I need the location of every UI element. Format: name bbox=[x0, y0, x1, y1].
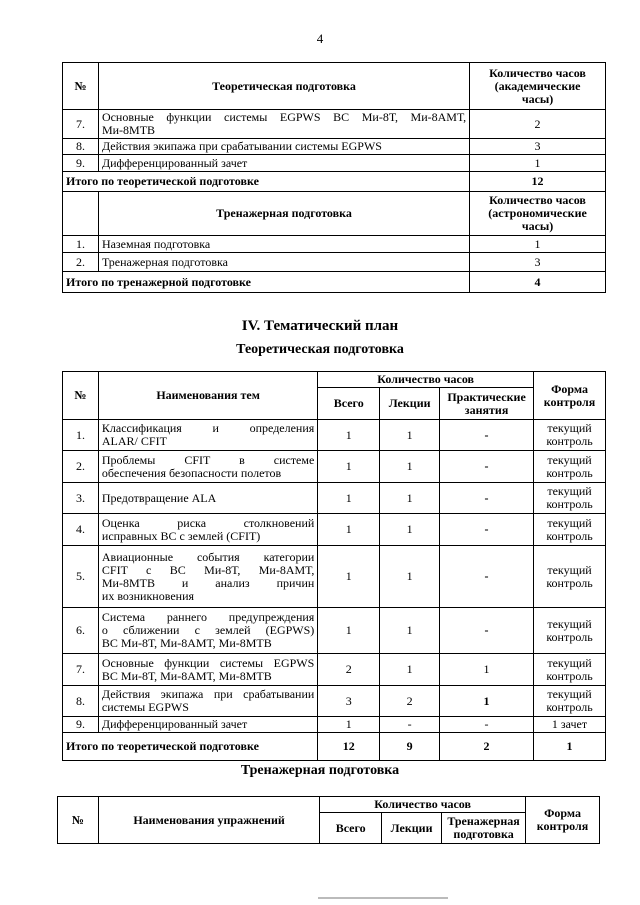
scan-artifact bbox=[318, 897, 448, 899]
row-name: Наземная подготовка bbox=[98, 236, 469, 253]
row-lectures: 1 bbox=[380, 654, 440, 686]
row-lectures: 1 bbox=[380, 514, 440, 546]
row-control: текущий контроль bbox=[534, 451, 606, 483]
row-total: 1 bbox=[318, 546, 380, 608]
row-control: текущий контроль bbox=[534, 420, 606, 451]
table-row bbox=[63, 717, 606, 733]
row-control: текущий контроль bbox=[534, 483, 606, 514]
row-total: 1 bbox=[318, 514, 380, 546]
total-row bbox=[63, 733, 606, 761]
section-title: IV. Тематический план bbox=[241, 318, 399, 334]
table-row bbox=[63, 420, 606, 451]
row-topic: Оценка риска столкновений исправных ВС с землей (CFIT) bbox=[98, 514, 317, 546]
row-hours: 1 bbox=[470, 155, 606, 172]
row-practice: 1 bbox=[440, 686, 534, 717]
row-lectures: 1 bbox=[380, 420, 440, 451]
header-simulator-training: Тренажерная подготовка bbox=[442, 813, 526, 844]
table-row bbox=[63, 686, 606, 717]
row-name: Тренажерная подготовка bbox=[98, 253, 469, 272]
table-header-row bbox=[63, 192, 606, 236]
row-practice: - bbox=[440, 717, 534, 733]
row-topic: Система раннего предупреждения о сближении с землей (EGPWS) ВС Ми-8Т, Ми-8АМТ, Ми-8МТВ bbox=[98, 608, 317, 654]
header-num: № bbox=[63, 63, 99, 110]
row-practice: - bbox=[440, 514, 534, 546]
header-empty bbox=[63, 192, 99, 236]
row-practice: 1 bbox=[440, 654, 534, 686]
header-control: Форма контроля bbox=[526, 797, 600, 844]
row-practice: - bbox=[440, 546, 534, 608]
row-lectures: 2 bbox=[380, 686, 440, 717]
header-hours: Количество часов bbox=[320, 797, 526, 813]
hours-summary-table bbox=[62, 62, 606, 293]
row-practice: - bbox=[440, 420, 534, 451]
subtitle-theory: Теоретическая подготовка bbox=[236, 342, 404, 357]
table-row bbox=[63, 546, 606, 608]
row-name: Основные функции системы EGPWS ВС Ми-8Т, Ми-8АМТ, Ми-8МТВ bbox=[98, 110, 469, 139]
simulator-plan-table bbox=[57, 796, 600, 844]
row-total: 2 bbox=[318, 654, 380, 686]
row-num: 3. bbox=[63, 483, 99, 514]
row-total: 1 bbox=[318, 483, 380, 514]
header-theory: Теоретическая подготовка bbox=[98, 63, 469, 110]
row-name: Действия экипажа при срабатывании системы EGPWS bbox=[98, 139, 469, 155]
row-total: 1 bbox=[318, 717, 380, 733]
row-practice: - bbox=[440, 451, 534, 483]
row-num: 2. bbox=[63, 253, 99, 272]
table-row bbox=[63, 110, 606, 139]
header-num: № bbox=[63, 372, 99, 420]
table-row bbox=[63, 253, 606, 272]
header-hours-academic: Количество часов (академические часы) bbox=[470, 63, 606, 110]
table-row bbox=[63, 139, 606, 155]
row-hours: 3 bbox=[470, 253, 606, 272]
row-topic: Проблемы CFIT в системе обеспечения безопасности полетов bbox=[98, 451, 317, 483]
row-num: 8. bbox=[63, 139, 99, 155]
header-practice: Практические занятия bbox=[440, 388, 534, 420]
row-control: текущий контроль bbox=[534, 608, 606, 654]
row-num: 1. bbox=[63, 236, 99, 253]
table-row bbox=[63, 483, 606, 514]
table-row bbox=[63, 236, 606, 253]
total-label: Итого по тренажерной подготовке bbox=[63, 272, 470, 293]
row-lectures: 1 bbox=[380, 451, 440, 483]
table-row bbox=[63, 608, 606, 654]
row-topic: Дифференцированный зачет bbox=[98, 717, 317, 733]
header-total: Всего bbox=[318, 388, 380, 420]
row-lectures: - bbox=[380, 717, 440, 733]
subtitle-simulator: Тренажерная подготовка bbox=[240, 763, 400, 778]
row-hours: 3 bbox=[470, 139, 606, 155]
table-row bbox=[63, 514, 606, 546]
total-practice: 2 bbox=[440, 733, 534, 761]
total-label: Итого по теоретической подготовке bbox=[63, 733, 318, 761]
row-topic: Авиационные события категории CFIT с ВС Ми-8Т, Ми-8АМТ, Ми-8МТВ и анализ причин их возникновения bbox=[98, 546, 317, 608]
row-control: текущий контроль bbox=[534, 546, 606, 608]
total-lectures: 9 bbox=[380, 733, 440, 761]
row-topic: Основные функции системы EGPWS ВС Ми-8Т, Ми-8АМТ, Ми-8МТВ bbox=[98, 654, 317, 686]
row-topic: Классификация и определения ALAR/ CFIT bbox=[98, 420, 317, 451]
header-lectures: Лекции bbox=[382, 813, 442, 844]
header-lectures: Лекции bbox=[380, 388, 440, 420]
row-control: текущий контроль bbox=[534, 514, 606, 546]
theory-plan-table bbox=[62, 371, 606, 761]
row-topic: Действия экипажа при срабатывании системы EGPWS bbox=[98, 686, 317, 717]
row-num: 1. bbox=[63, 420, 99, 451]
header-topic: Наименования тем bbox=[98, 372, 317, 420]
total-control: 1 bbox=[534, 733, 606, 761]
row-lectures: 1 bbox=[380, 546, 440, 608]
header-num: № bbox=[58, 797, 99, 844]
row-num: 7. bbox=[63, 110, 99, 139]
row-practice: - bbox=[440, 608, 534, 654]
header-control: Форма контроля bbox=[534, 372, 606, 420]
table-header-row bbox=[58, 797, 600, 813]
header-hours: Количество часов bbox=[318, 372, 534, 388]
page-number: 4 bbox=[316, 31, 324, 46]
row-topic: Предотвращение ALA bbox=[98, 483, 317, 514]
total-all: 12 bbox=[318, 733, 380, 761]
header-total: Всего bbox=[320, 813, 382, 844]
row-lectures: 1 bbox=[380, 483, 440, 514]
total-label: Итого по теоретической подготовке bbox=[63, 172, 470, 192]
row-name: Дифференцированный зачет bbox=[98, 155, 469, 172]
row-num: 6. bbox=[63, 608, 99, 654]
row-num: 4. bbox=[63, 514, 99, 546]
row-num: 2. bbox=[63, 451, 99, 483]
row-total: 1 bbox=[318, 451, 380, 483]
row-total: 1 bbox=[318, 420, 380, 451]
row-hours: 2 bbox=[470, 110, 606, 139]
row-total: 1 bbox=[318, 608, 380, 654]
table-row bbox=[63, 654, 606, 686]
row-control: текущий контроль bbox=[534, 654, 606, 686]
total-value: 4 bbox=[470, 272, 606, 293]
total-value: 12 bbox=[470, 172, 606, 192]
row-hours: 1 bbox=[470, 236, 606, 253]
row-practice: - bbox=[440, 483, 534, 514]
total-row bbox=[63, 272, 606, 293]
table-row bbox=[63, 155, 606, 172]
row-control: текущий контроль bbox=[534, 686, 606, 717]
table-header-row bbox=[63, 63, 606, 110]
row-num: 7. bbox=[63, 654, 99, 686]
header-simulator: Тренажерная подготовка bbox=[98, 192, 469, 236]
table-header-row bbox=[63, 372, 606, 388]
total-row bbox=[63, 172, 606, 192]
row-num: 5. bbox=[63, 546, 99, 608]
table-row bbox=[63, 451, 606, 483]
header-exercise: Наименования упражнений bbox=[98, 797, 319, 844]
row-lectures: 1 bbox=[380, 608, 440, 654]
row-num: 9. bbox=[63, 155, 99, 172]
row-control: 1 зачет bbox=[534, 717, 606, 733]
row-num: 8. bbox=[63, 686, 99, 717]
row-total: 3 bbox=[318, 686, 380, 717]
header-hours-astronomic: Количество часов (астрономические часы) bbox=[470, 192, 606, 236]
row-num: 9. bbox=[63, 717, 99, 733]
